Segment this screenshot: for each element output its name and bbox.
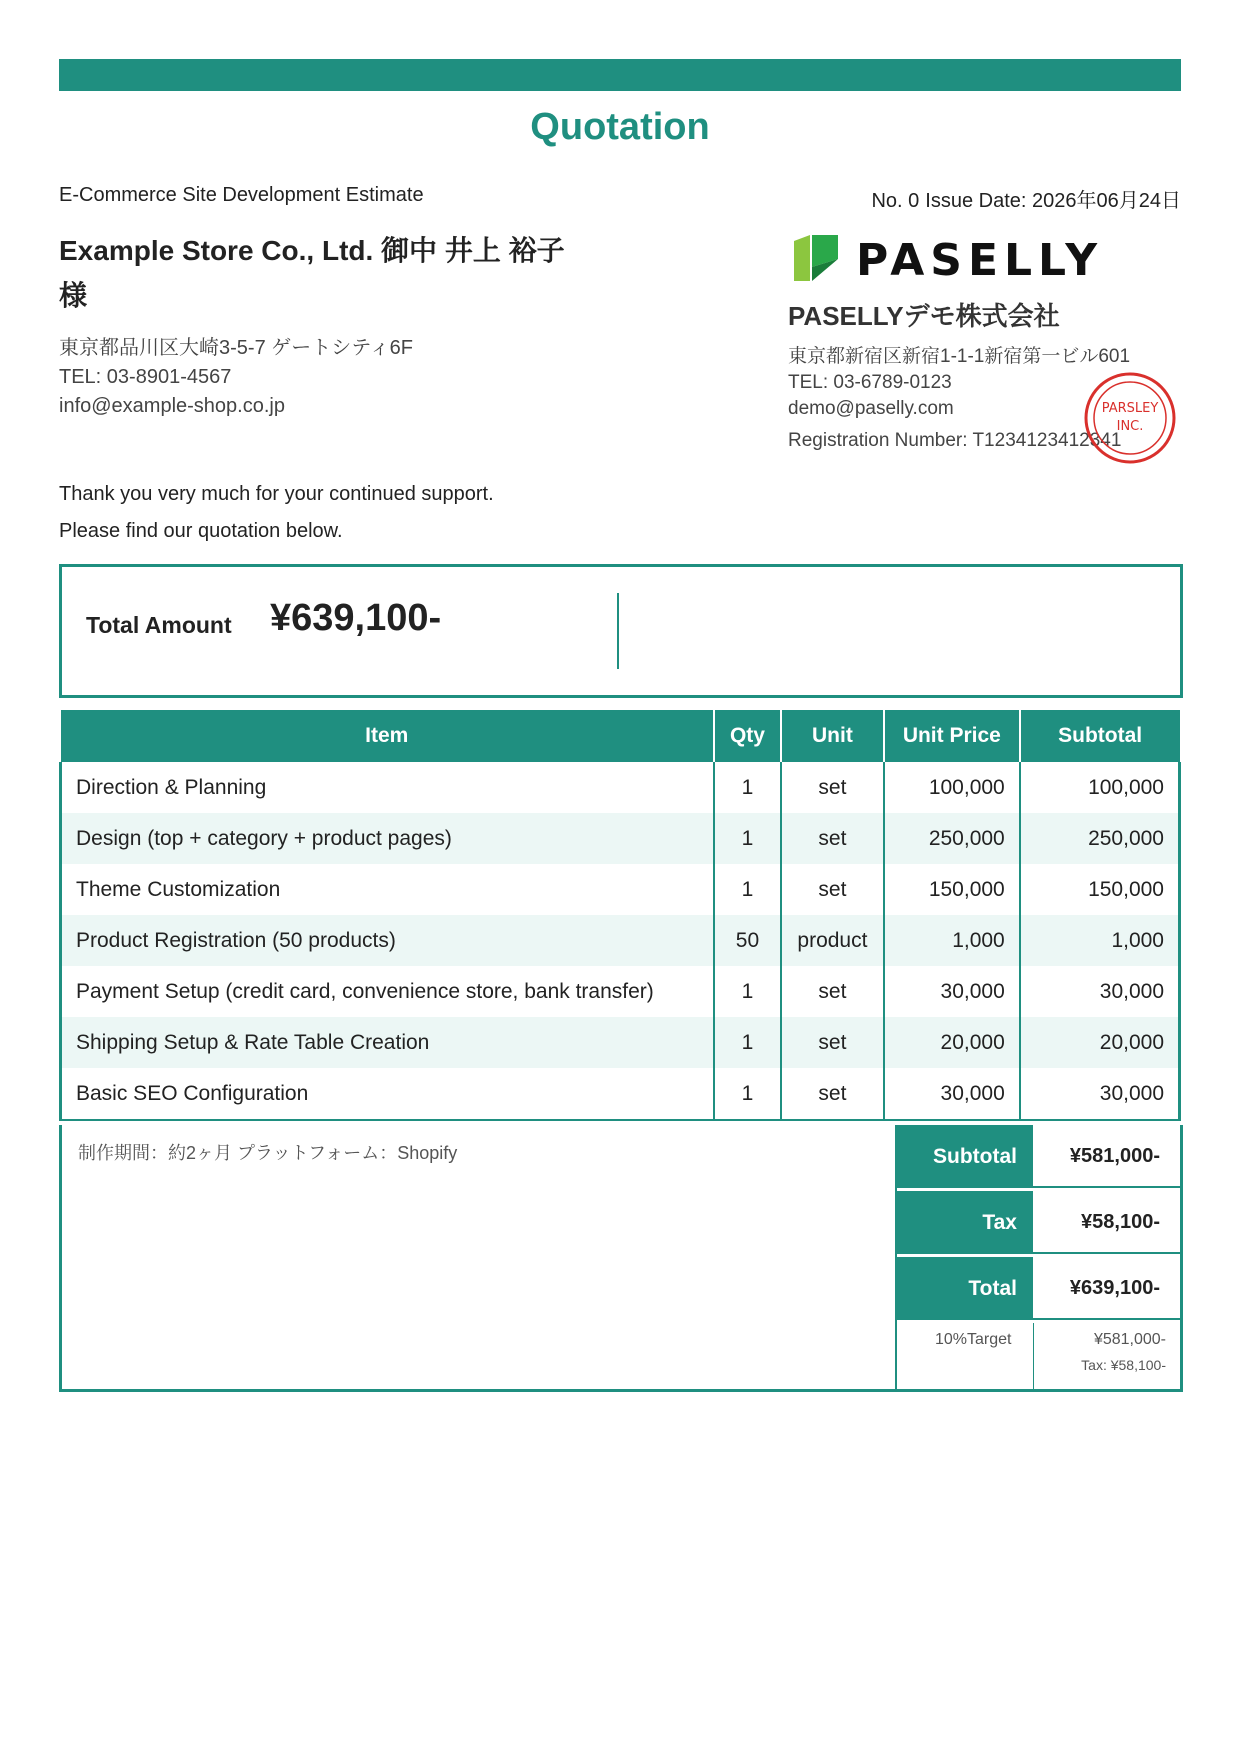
- greeting: [59, 476, 494, 550]
- row-subtotal: 150,000: [1020, 864, 1180, 915]
- customer-tel: TEL: 03-8901-4567: [59, 366, 232, 388]
- svg-text:PARSLEY: PARSLEY: [1101, 401, 1159, 416]
- table-row: [61, 864, 1180, 915]
- tax-breakdown-divider: [1033, 1323, 1034, 1389]
- header-unit: Unit: [781, 710, 884, 762]
- row-qty: 1: [714, 1017, 781, 1068]
- company-info: [788, 344, 1130, 422]
- row-subtotal: 100,000: [1020, 762, 1180, 813]
- row-subtotal: 250,000: [1020, 813, 1180, 864]
- row-qty: 1: [714, 762, 781, 813]
- svg-text:INC.: INC.: [1116, 419, 1144, 434]
- summary-tax-row: [897, 1191, 1180, 1254]
- row-unit: set: [781, 762, 884, 813]
- issue-info: [865, 184, 1181, 213]
- summary-subtotal-label: Subtotal: [897, 1125, 1033, 1188]
- row-item: Shipping Setup & Rate Table Creation: [61, 1017, 715, 1068]
- logo-wordmark: PASELLY: [856, 235, 1104, 286]
- row-unit-price: 250,000: [884, 813, 1020, 864]
- greeting-line-1: Thank you very much for your continued support.: [59, 483, 494, 505]
- company-email: demo@paselly.com: [788, 398, 954, 419]
- row-subtotal: 20,000: [1020, 1017, 1180, 1068]
- row-subtotal: 1,000: [1020, 915, 1180, 966]
- summary-subtotal-row: [897, 1125, 1180, 1188]
- row-item: Basic SEO Configuration: [61, 1068, 715, 1120]
- tax-target-label: 10%Target: [935, 1331, 1012, 1348]
- tax-target-value: ¥581,000-: [1093, 1331, 1166, 1348]
- summary-subtotal-value: ¥581,000-: [1033, 1125, 1180, 1188]
- table-row: [61, 915, 1180, 966]
- tax-breakdown: [897, 1323, 1180, 1389]
- row-unit: set: [781, 1068, 884, 1120]
- row-unit-price: 150,000: [884, 864, 1020, 915]
- total-amount-value: ¥639,100-: [270, 597, 442, 639]
- row-unit-price: 20,000: [884, 1017, 1020, 1068]
- table-row: [61, 1017, 1180, 1068]
- customer-name: Example Store Co., Ltd. 御中 井上 裕子 様: [59, 235, 565, 311]
- table-row: [61, 813, 1180, 864]
- table-header-row: [61, 710, 1180, 762]
- row-qty: 1: [714, 1068, 781, 1120]
- summary-total-value: ¥639,100-: [1033, 1257, 1180, 1320]
- document-number: No. 0: [871, 190, 920, 212]
- summary-total-label: Total: [897, 1257, 1033, 1320]
- company-tel: TEL: 03-6789-0123: [788, 372, 952, 393]
- row-unit: product: [781, 915, 884, 966]
- document-title: Quotation: [530, 106, 710, 148]
- header-item: Item: [61, 710, 715, 762]
- row-item: Product Registration (50 products): [61, 915, 715, 966]
- issue-date: Issue Date: 2026年06月24日: [925, 190, 1181, 212]
- summary-box: [59, 1125, 1183, 1392]
- row-unit-price: 30,000: [884, 966, 1020, 1017]
- table-row: [61, 1068, 1180, 1120]
- header-qty: Qty: [714, 710, 781, 762]
- row-subtotal: 30,000: [1020, 1068, 1180, 1120]
- row-unit: set: [781, 813, 884, 864]
- row-qty: 1: [714, 864, 781, 915]
- table-row: [61, 966, 1180, 1017]
- total-box-divider: [617, 593, 619, 669]
- summary-tax-label: Tax: [897, 1191, 1033, 1254]
- document-subtitle: E-Commerce Site Development Estimate: [59, 184, 424, 206]
- header-subtotal: Subtotal: [1020, 710, 1180, 762]
- customer-address: 東京都品川区大崎3-5-7 ゲートシティ6F: [59, 337, 413, 359]
- header-unit-price: Unit Price: [884, 710, 1020, 762]
- row-item: Design (top + category + product pages): [61, 813, 715, 864]
- row-qty: 1: [714, 813, 781, 864]
- total-amount-box: [59, 564, 1183, 698]
- company-logo: [788, 231, 1104, 286]
- customer-email: info@example-shop.co.jp: [59, 395, 285, 417]
- header-bar: [59, 59, 1181, 91]
- row-item: Direction & Planning: [61, 762, 715, 813]
- row-unit-price: 100,000: [884, 762, 1020, 813]
- row-unit-price: 30,000: [884, 1068, 1020, 1120]
- notes: 制作期間：約2ヶ月 プラットフォーム：Shopify: [78, 1143, 458, 1163]
- row-subtotal: 30,000: [1020, 966, 1180, 1017]
- company-name: PASELLYデモ株式会社: [788, 301, 1060, 331]
- table-row: [61, 762, 1180, 813]
- summary-tax-value: ¥58,100-: [1033, 1191, 1180, 1254]
- row-unit: set: [781, 864, 884, 915]
- items-table: [59, 710, 1181, 1121]
- total-amount-label: Total Amount: [86, 612, 232, 638]
- row-qty: 1: [714, 966, 781, 1017]
- company-address: 東京都新宿区新宿1-1-1新宿第一ビル601: [788, 346, 1131, 367]
- summary-total-row: [897, 1257, 1180, 1320]
- row-unit-price: 1,000: [884, 915, 1020, 966]
- row-unit: set: [781, 1017, 884, 1068]
- row-unit: set: [781, 966, 884, 1017]
- row-qty: 50: [714, 915, 781, 966]
- tax-target-tax: Tax: ¥58,100-: [1081, 1357, 1166, 1373]
- company-seal-icon: [1082, 370, 1178, 466]
- row-item: Payment Setup (credit card, convenience store, bank transfer): [61, 966, 715, 1017]
- logo-mark-icon: [788, 231, 844, 285]
- greeting-line-2: Please find our quotation below.: [59, 520, 343, 542]
- row-item: Theme Customization: [61, 864, 715, 915]
- company-registration: Registration Number: T1234123412341: [788, 430, 1122, 451]
- customer-info: [59, 334, 413, 421]
